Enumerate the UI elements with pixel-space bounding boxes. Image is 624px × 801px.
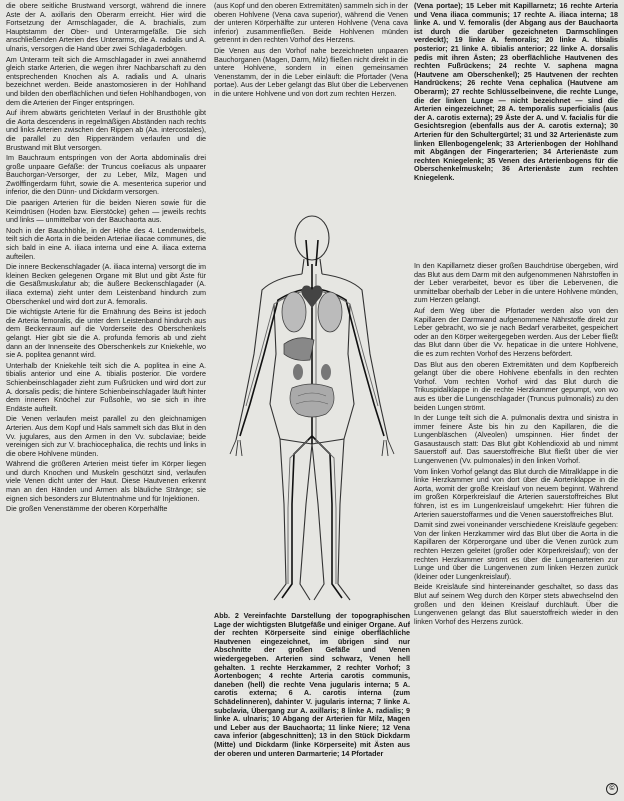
paragraph: (Vena portae); 15 Leber mit Kapillarnetz; 16 rechte Arteria und Vena iliaca communis; 17 rechte A. iliaca interna; 18 linke A. und V. femoralis (der Abgang aus der Bauchaorta ist durch die darüber gezeichneten Darmschlingen verdeckt); 19 linke A. femoralis; 20 linke A. tibialis posterior; 21 linke A. tibialis anterior; 22 linke A. dorsalis pedis mit ihren Ästen; 23 oberflächliche Hautvenen des rechten Fußrückens; 24 rechte V. saphena magna (Hautvene am Oberschenkel); 25 Hautvenen der rechten Handrückens; 26 rechte Vena cephalica (Hautvene am Oberarm); 27 rechte Schlüsselbeinvene, die rechte Lunge, die der linken Lunge — nicht bezeichnet — sind die Arterien eingezeichnet; 28 A. temporalis superficialis (aus der A. carotis externa); 29 Äste der A. und V. facialis für die Gesichtsregion (ebenfalls aus der A. carotis externa); 30 Arterien für den Schultergürtel; 31 und 32 Arterienäste zum linken Ellenbogengelenk; 33 Arterienbogen der Hohlhand mit Abgängen der Fingerarterien; 34 Arterienäste zum rechten Kniegelenk; 35 Venen des Arterienbogens für die Oberschenkelmuskeln; 36 Arterienäste zum rechten Kniegelenk.	[414, 2, 618, 182]
text-column-middle	[214, 2, 408, 198]
paragraph: Vom linken Vorhof gelangt das Blut durch die Mitralklappe in die linke Herzkammer und von dort über die Aortenklappe in die Aorta, womit der große Kreislauf von neuem beginnt. Während im großen Körperkreislauf die Arterien sauerstoffreiches Blut führen, ist es im Lungenkreislauf umgekehrt: Hier führen die Arterien sauerstoffarmes und die Venen sauerstoffreiches Blut.	[414, 466, 618, 519]
paragraph: (aus Kopf und den oberen Extremitäten) sammeln sich in der oberen Hohlvene (Vena cava superior), während die Venen der unteren Körperhälfte zur unteren Hohlvene (Vena cava inferior) zusammenfließen. Beide Hohlvenen münden getrennt in den rechten Vorhof des Herzens.	[214, 2, 408, 45]
text-column-right	[414, 262, 618, 792]
intestines	[290, 384, 334, 417]
paragraph: In den Kapillarnetz dieser großen Bauchdrüse übergeben, wird das Blut aus dem Darm mit den aufgenommenen Nährstoffen in der Leber verarbeitet, bevor es über die Lebervenen, die unmittelbar oberhalb der Leber in die untere Hohlvene münden, zum Herzen gelangt.	[414, 262, 618, 305]
text-column-right-legend	[414, 2, 618, 254]
paragraph: Die innere Beckenschlagader (A. iliaca interna) versorgt die im kleinen Becken gelegenen Organe mit Blut und gibt Äste für die Gesäßmuskulatur ab; die äußere Beckenschlagader (A. iliaca externa) zieht unter dem Leistenband hindurch zum Oberschenkel und wird dort zur A. femoralis.	[6, 262, 206, 306]
circulatory-system-figure	[214, 204, 410, 606]
paragraph: Die Venen verlaufen meist parallel zu den gleichnamigen Arterien. Aus dem Kopf und Hals sammelt sich das Blut in den Vv. jugulares, aus den Armen in den Vv. subclaviae; beide vereinigen sich zur V. brachiocephalica, die rechts und links in die obere Hohlvene münden.	[6, 414, 206, 458]
carotid-arteries	[306, 240, 318, 266]
paragraph: die obere seitliche Brustwand versorgt, während die innere Aste der A. axillaris den Oberarm erreicht. Hier wird die Fortsetzung der Armschlagader, die A. brachialis, zum Hauptstamm der Ober- und Unterarmgefäße. Die sich anschließenden Arterien des Unterarms, die A. radialis und A. ulnaris, versorgen die Hand über zwei Schlagaderbögen.	[6, 2, 206, 53]
paragraph: Auf ihrem abwärts gerichteten Verlauf in der Brusthöhle gibt die Aorta descendens in regelmäßigen Abständen nach rechts und links Arterien zwischen den Rippen ab (Aa. intercostales), die parallel zu den Rippenrändern verlaufen und die Brustwand mit Blut versorgen.	[6, 108, 206, 152]
text-column-left	[6, 2, 206, 799]
paragraph: Beide Kreisläufe sind hintereinander geschaltet, so dass das Blut auf seinem Weg durch den Körper stets abwechselnd den großen und den kleinen Kreislauf durchläuft. Über die Lungenvenen gelangt das Blut sauerstoffreich wieder in den linken Vorhof des Herzens zurück.	[414, 582, 618, 626]
right-leg-artery	[282, 436, 312, 598]
left-hand	[382, 440, 394, 456]
paragraph: In der Lunge teilt sich die A. pulmonalis dextra und sinistra in immer feinere Äste bis hin zu den Kapillaren, die die Lungenbläschen (Alveolen) umspinnen. Hier findet der Gasaustausch statt: Das Blut gibt Kohlendioxid ab und nimmt Sauerstoff auf. Das sauerstoffreiche Blut fließt über die vier Lungenvenen (Vv. pulmonales) in den linken Vorhof.	[414, 413, 618, 466]
paragraph: Die Venen aus den Vorhof nahe bezeichneten unpaaren Bauchorganen (Magen, Darm, Milz) fließen nicht direkt in die untere Hohlvene, sondern in einen gemeinsamen Venenstamm, der in die Leber einläuft: die Pfortader (Vena portae). Aus der Leber gelangt das Blut über die Lebervenen in die untere Hohlvene und von dort zum rechten Herzen.	[214, 45, 408, 98]
paragraph: Im Bauchraum entspringen von der Aorta abdominalis drei große unpaare Gefäße: der Truncus coeliacus als unpaarer Bauchorgan-Versorger, der zu Leber, Milz, Magen und Zwölffingerdarm führt, sowie die A. mesenterica superior und inferior, die den Dünn- und Dickdarm versorgen.	[6, 153, 206, 197]
left-kidney	[321, 364, 331, 380]
right-hand	[230, 440, 242, 456]
paragraph: Unterhalb der Kniekehle teilt sich die A. poplitea in eine A. tibialis anterior und eine A. tibialis posterior. Die vordere Schienbeinschlagader zieht zum Fußrücken und wird dort zur A. dorsalis pedis; die hintere Schienbeinschlagader läuft hinter dem inneren Knöchel zur Fußsohle, wo sie sich in ihre Endäste aufteilt.	[6, 360, 206, 413]
paragraph: Die paarigen Arterien für die beiden Nieren sowie für die Keimdrüsen (Hoden bzw. Eierstöcke) gehen — jeweils rechts und links — unmittelbar von der Bauchaorta aus.	[6, 198, 206, 225]
head-outline	[295, 216, 329, 260]
figure-caption: Abb. 2 Vereinfachte Darstellung der topographischen Lage der wichtigsten Blutgefäße und einiger Organe. Auf der rechten Körperseite sind einige oberflächliche Hautvenen eingezeichnet, im übrigen sind nur Abschnitte der großen Gefäße und Venen wiedergegeben. Arterien sind schwarz, Venen hell gehalten. 1 rechte Herzkammer, 2 rechter Vorhof; 3 Aortenbogen; 4 rechte Arteria carotis communis, daneben (hell) die rechte Vena jugularis interna; 5 A. carotis externa; 6 A. carotis interna (zum Schädelinneren), dahinter V. jugularis interna; 7 linke A. subclavia, Übergang zur A. axillaris; 8 linke A. radialis; 9 linke A. ulnaris; 10 Abgang der Arterien für Milz, Magen und Leber aus der Bauchaorta; 11 linke Niere; 12 Vena cava inferior (abgeschnitten); 13 in den Stück Dickdarm (Mitte) und Dickdarm (linke Körperseite) mit Ästen aus der oberen und unteren Darmarterie; 14 Pfortader	[214, 612, 410, 758]
paragraph: Die großen Venenstämme der oberen Körperhälfte	[6, 504, 168, 514]
page-mark-icon: ©	[606, 783, 618, 795]
paragraph: Am Unterarm teilt sich die Armschlagader in zwei annähernd gleich starke Arterien, die wegen ihrer Nachbarschaft zu den entsprechenden Knochen als A. radialis und A. ulnaris bezeichnet werden. Beide anastomosieren in der Hohlhand und bilden den oberflächlichen und tiefen Hohlhandbogen, von dem die Arterien der Finger entspringen.	[6, 54, 206, 107]
right-kidney	[293, 364, 303, 380]
left-lung	[318, 292, 342, 332]
left-leg-artery	[312, 436, 342, 598]
paragraph: Damit sind zwei voneinander verschiedene Kreisläufe gegeben: Von der linken Herzkammer wird das Blut über die Aorta in die Kapillaren der Körperorgane und über die Venen zurück zum rechten Herzen geleitet (großer oder Körperkreislauf); von der rechten Herzkammer strömt es über die Lungenarterien zur Lunge und über die Lungenvenen zum linken Herzen zurück (kleiner oder Lungenkreislauf).	[414, 520, 618, 581]
paragraph: Noch in der Bauchhöhle, in der Höhe des 4. Lendenwirbels, teilt sich die Aorta in die beiden Arteriae iliacae communes, die sich bald in eine A. iliaca interna und eine A. iliaca externa aufteilen.	[6, 225, 206, 261]
paragraph: Auf dem Weg über die Pfortader werden also von den Kapillaren der Darmwand aufgenommene Nährstoffe direkt zur Leber gebracht, wo sie je nach Bedarf verarbeitet, gespeichert oder an den Körper weitergegeben werden. Aus der Leber fließt das Blut dann über die Vv. hepaticae in die untere Hohlvene, die es zum rechten Vorhof des Herzens befördert.	[414, 305, 618, 358]
paragraph: Die wichtigste Arterie für die Ernährung des Beins ist jedoch die Arteria femoralis, die unter dem Leistenband hindurch aus dem Beckenraum auf die Vorderseite des Oberschenkels gelangt. Hier gibt sie die A. profunda femoris ab und zieht dann an der Innenseite des Oberschenkels zur Kniekehle, wo sie A. poplitea genannt wird.	[6, 307, 206, 360]
body-vessel-illustration	[214, 204, 410, 606]
liver	[284, 338, 314, 361]
paragraph: Das Blut aus den oberen Extremitäten und dem Kopfbereich gelangt über die obere Hohlvene ebenfalls in den rechten Vorhof. Vom rechten Vorhof wird das Blut durch die Trikuspidalklappe in die rechte Herzkammer gepumpt, von wo aus es über die Lungenschlagader (Truncus pulmonalis) zu den beiden Lungen strömt.	[414, 359, 618, 412]
right-lung	[282, 292, 306, 332]
paragraph: Während die größeren Arterien meist tiefer im Körper liegen und durch Knochen und Muskeln geschützt sind, verlaufen viele Venen dicht unter der Haut. Diese Hautvenen erkennt man an den Händen und Armen als bläuliche Stränge; sie eignen sich besonders zur Blutentnahme und für Injektionen.	[6, 459, 206, 503]
